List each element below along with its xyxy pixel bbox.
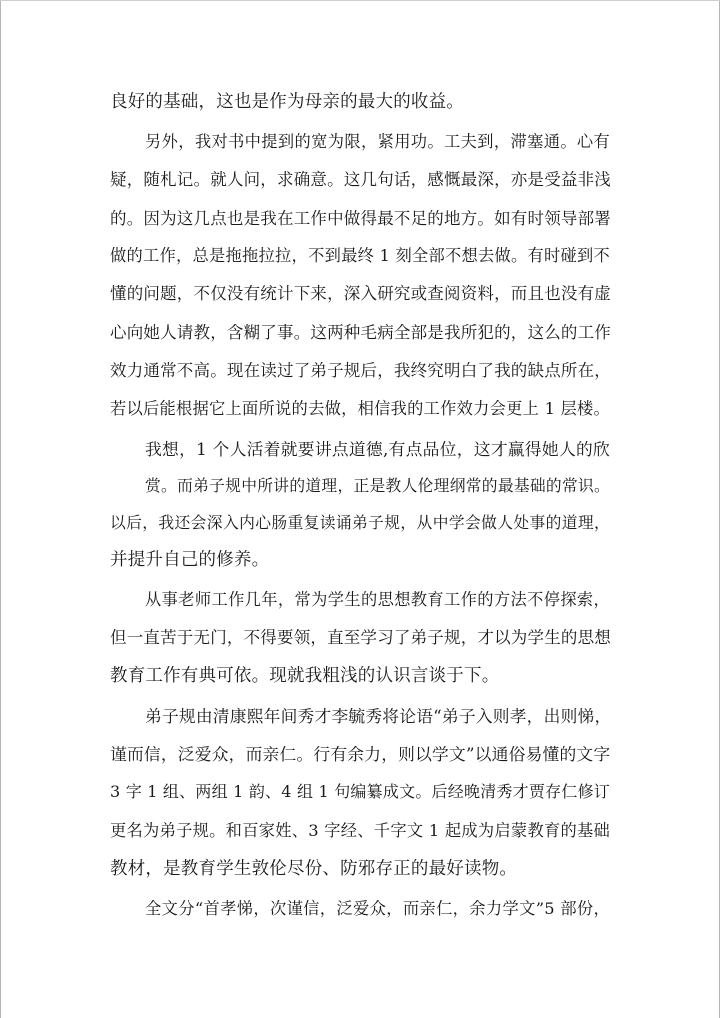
text-line: 以后，我还会深入内心肠重复读诵弟子规，从中学会做人处事的道理，: [110, 513, 610, 532]
text-line: 做的工作，总是拖拖拉拉，不到最终 1 刻全部不想去做。有时碰到不: [110, 246, 610, 265]
text-line: 教育工作有典可依。现就我粗浅的认识言谈于下。: [110, 666, 500, 686]
text-line: 疑，随札记。就人问，求确意。这几句话，感慨最深，亦是受益非浅: [110, 170, 611, 189]
text-line: 另外，我对书中提到的宽为限，紧用功。工夫到，滞塞通。心有: [145, 132, 610, 151]
text-line: 的。因为这几点也是我在工作中做得最不足的地方。如有时领导部署: [110, 209, 611, 228]
text-line: 教材，是教育学生敦伦尽份、防邪存正的最好读物。: [110, 859, 518, 879]
text-line: 谨而信，泛爱众，而亲仁。行有余力，则以学文”以通俗易懂的文字: [110, 744, 611, 764]
text-line: 更名为弟子规。和百家姓、3 字经、千字文 1 起成为启蒙教育的基础: [110, 821, 610, 840]
text-line: 心向她人请教，含糊了事。这两种毛病全部是我所犯的，这么的工作: [110, 323, 611, 342]
page-border-left: [0, 0, 1, 1018]
text-line: 良好的基础，这也是作为母亲的最大的收益。: [110, 92, 464, 112]
text-line: 全文分“首孝悌，次谨信，泛爱众，而亲仁，余力学文”5 部份，: [145, 899, 610, 918]
text-line: 若以后能根据它上面所说的去做，相信我的工作效力会更上 1 层楼。: [110, 399, 610, 418]
text-line: 但一直苦于无门，不得要领，直至学习了弟子规，才以为学生的思想: [110, 628, 611, 647]
text-line: 弟子规由清康熙年间秀才李毓秀将论语“弟子入则孝，出则悌，: [145, 706, 612, 726]
text-line: 懂的问题，不仅没有统计下来，深入研究或查阅资料，而且也没有虚: [110, 284, 611, 303]
text-line: 赏。而弟子规中所讲的道理，正是教人伦理纲常的最基础的常识。: [145, 476, 610, 495]
text-line: 从事老师工作几年，常为学生的思想教育工作的方法不停探索，: [145, 590, 610, 609]
page-border-top: [0, 0, 720, 1]
text-line: 效力通常不高。现在读过了弟子规后，我终究明白了我的缺点所在，: [110, 361, 611, 380]
text-line: 我想，1 个人活着就要讲点道德,有点品位，这才赢得她人的欣: [145, 439, 610, 459]
text-line: 并提升自己的修养。: [110, 550, 270, 570]
text-line: 3 字 1 组、两组 1 韵、4 组 1 句编纂成文。后经晚清秀才贾存仁修订: [110, 782, 610, 801]
